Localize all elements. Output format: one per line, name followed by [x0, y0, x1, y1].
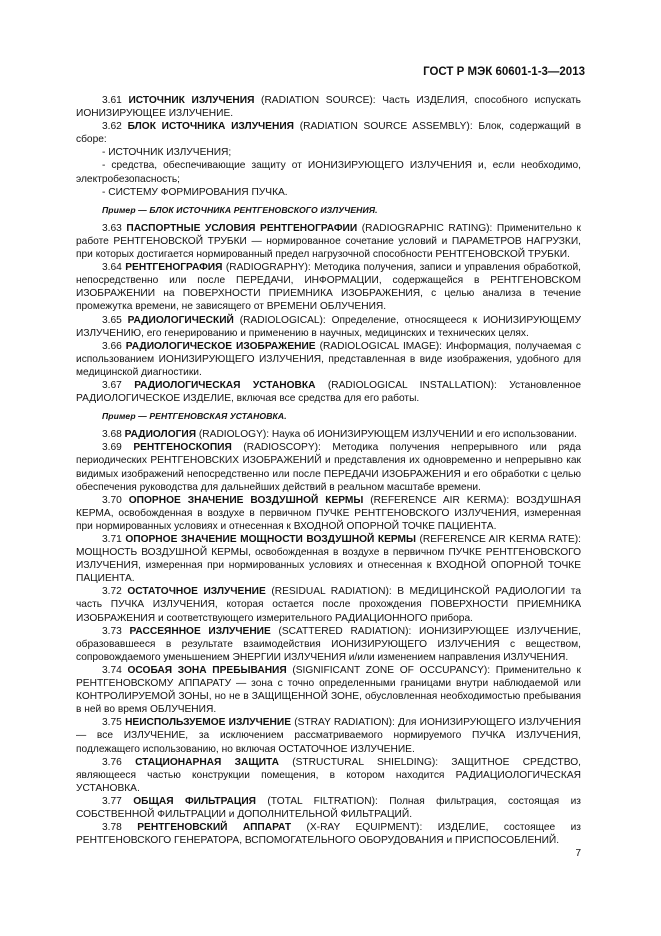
term: ОБЩАЯ ФИЛЬТРАЦИЯ [133, 795, 256, 807]
definition-paragraph [76, 314, 581, 340]
clause-number: 3.68 [102, 429, 122, 441]
definition-text: (REFERENCE AIR KERMA RATE): МОЩНОСТЬ ВОЗДУШНОЙ КЕРМЫ, освобожденная в воздухе в первичном ПУЧКЕ РЕНТГЕНОВСКОГО ИЗЛУЧЕНИЯ, измеренная при нормированных условиях и отнесенная к ВХОДНОЙ ОПОРНОЙ ТОЧКЕ ПАЦИЕНТА. [76, 534, 581, 585]
clause-number: 3.61 [102, 95, 122, 106]
definition-paragraph [76, 795, 581, 821]
term: БЛОК ИСТОЧНИКА ИЗЛУЧЕНИЯ [127, 121, 294, 133]
term: НЕИСПОЛЬЗУЕМОЕ ИЗЛУЧЕНИЕ [125, 717, 292, 729]
definition-text: (TOTAL FILTRATION): Полная фильтрация, состоящая из СОБСТВЕННОЙ ФИЛЬТРАЦИИ и ДОПОЛНИТЕЛЬНОЙ ФИЛЬТРАЦИЙ. [76, 795, 581, 820]
definition-paragraph [76, 533, 581, 585]
definition-paragraph [76, 716, 581, 755]
definition-paragraph [76, 756, 581, 795]
definition-paragraph [76, 120, 581, 146]
clause-number: 3.74 [102, 664, 122, 676]
clause-number: 3.71 [102, 534, 122, 545]
list-item: - средства, обеспечивающие защиту от ИОНИЗИРУЮЩЕГО ИЗЛУЧЕНИЯ и, если необходимо, электробезопасность; [76, 160, 581, 185]
definition-paragraph [76, 379, 581, 405]
term: ОСТАТОЧНОЕ ИЗЛУЧЕНИЕ [127, 586, 266, 598]
clause-number: 3.73 [102, 625, 122, 637]
definition-text: (RADIOSCOPY): Методика получения непрерывного или ряда периодических РЕНТГЕНОВСКИХ ИЗОБРАЖЕНИЙ и представления их одновременно и непрерывно как видимых изображений непосредственно или после ПЕРЕДАЧИ ИЗОБРАЖЕНИЯ и его обработки с целью обеспечения руководства для дальнейших действий в реальном масштабе времени. [76, 442, 581, 493]
definition-text: (STRUCTURAL SHIELDING): ЗАЩИТНОЕ СРЕДСТВО, являющееся частью конструкции помещения, в котором находится РАДИАЦИОЛОГИЧЕСКАЯ УСТАНОВКА. [76, 756, 581, 794]
definition-text: (RADIOGRAPHY): Методика получения, записи и управления обработкой, непосредственно или после ПЕРЕДАЧИ, ИНФОРМАЦИИ, содержащейся в РЕНТГЕНОВСКОМ ИЗОБРАЖЕНИИ на ПОВЕРХНОСТИ ПРИЕМНИКА ИЗОБРАЖЕНИЯ, с целью анализа в течение промежутка времени, не зависящего от ВРЕМЕНИ ОБЛУЧЕНИЯ. [76, 262, 581, 313]
definition-paragraph [76, 664, 581, 716]
term: РАДИОЛОГИЧЕСКИЙ [127, 314, 234, 326]
term: ОПОРНОЕ ЗНАЧЕНИЕ ВОЗДУШНОЙ КЕРМЫ [128, 494, 364, 506]
clause-number: 3.77 [102, 795, 122, 807]
term: РЕНТГЕНОГРАФИЯ [125, 262, 223, 274]
definition-text: (X-RAY EQUIPMENT): ИЗДЕЛИЕ, состоящее из РЕНТГЕНОВСКОГО ГЕНЕРАТОРА, ВСПОМОГАТЕЛЬНОГО ОБОРУДОВАНИЯ и ПРИСПОСОБЛЕНИЙ. [76, 822, 581, 847]
example-note: Пример — РЕНТГЕНОВСКАЯ УСТАНОВКА. [102, 411, 287, 422]
definition-text: (REFERENCE AIR KERMA): ВОЗДУШНАЯ КЕРМА, освобожденная в воздухе в первичном ПУЧКЕ РЕНТГЕНОВСКОГО ИЗЛУЧЕНИЯ, измеренная при нормированных условиях и отнесенная к ВХОДНОЙ ОПОРНОЙ ТОЧКЕ ПАЦИЕНТА. [76, 494, 581, 532]
definition-text: (RADIOLOGY): Наука об ИОНИЗИРУЮЩЕМ ИЗЛУЧЕНИИ и его использовании. [196, 429, 577, 441]
term: ОСОБАЯ ЗОНА ПРЕБЫВАНИЯ [127, 664, 287, 676]
definition-paragraph [76, 222, 581, 261]
clause-number: 3.76 [102, 756, 122, 768]
term: ИСТОЧНИК ИЗЛУЧЕНИЯ [128, 95, 255, 106]
definition-text: (SIGNIFICANT ZONE OF OCCUPANCY): Применительно к РЕНТГЕНОВСКОМУ АППАРАТУ — зона с точно определенными границами внутри наблюдаемой или КОНТРОЛИРУЕМОЙ ЗОНЫ, но не в ЗАЩИЩЕННОЙ ЗОНЕ, обусловленная необходимостью пребывания в ней во время ОБЛУЧЕНИЯ. [76, 664, 581, 716]
definition-text: (RADIATION SOURCE ASSEMBLY): Блок, содержащий в сборе: [76, 121, 581, 146]
document-header: ГОСТ Р МЭК 60601-1-3—2013 [423, 66, 585, 78]
definition-text: (RADIOGRAPHIC RATING): Применительно к работе РЕНТГЕНОВСКОЙ ТРУБКИ — нормированное сочетание условий и ПАРАМЕТРОВ НАГРУЗКИ, при которых достигается нормированный предел нагрузочной способности РЕНТГЕНОВСКОЙ ТРУБКИ. [76, 222, 581, 261]
clause-number: 3.69 [102, 442, 122, 454]
list-item: - СИСТЕМУ ФОРМИРОВАНИЯ ПУЧКА. [102, 186, 288, 198]
document-body [76, 94, 581, 847]
clause-number: 3.78 [102, 822, 122, 834]
term: РАДИОЛОГИЧЕСКАЯ УСТАНОВКА [134, 379, 316, 391]
clause-number: 3.67 [102, 379, 122, 391]
definition-paragraph [76, 428, 581, 441]
term: ОПОРНОЕ ЗНАЧЕНИЕ МОЩНОСТИ ВОЗДУШНОЙ КЕРМЫ [125, 534, 416, 545]
clause-number: 3.64 [102, 262, 122, 274]
clause-number: 3.62 [102, 121, 122, 133]
definition-text: (RESIDUAL RADIATION): В МЕДИЦИНСКОЙ РАДИОЛОГИИ та часть ПУЧКА ИЗЛУЧЕНИЯ, которая остается после прохождения ПОВЕРХНОСТИ ПРИЕМНИКА ИЗОБРАЖЕНИЯ и соответствующего измерительного РАДИАЦИОННОГО прибора. [76, 586, 581, 624]
clause-number: 3.65 [102, 314, 122, 326]
clause-number: 3.63 [102, 222, 122, 234]
definition-paragraph [76, 625, 581, 664]
definition-paragraph [76, 821, 581, 847]
definition-paragraph [76, 340, 581, 379]
clause-number: 3.66 [102, 340, 122, 352]
term: РАДИОЛОГИЯ [124, 429, 197, 441]
term: ПАСПОРТНЫЕ УСЛОВИЯ РЕНТГЕНОГРАФИИ [126, 222, 358, 234]
definition-text: (RADIOLOGICAL): Определение, относящееся к ИОНИЗИРУЮЩЕМУ ИЗЛУЧЕНИЮ, его генерированию и применению в научных, медицинских и технических целях. [76, 314, 581, 339]
definition-text: (RADIOLOGICAL IMAGE): Информация, получаемая с использованием ИОНИЗИРУЮЩЕГО ИЗЛУЧЕНИЯ, представленная в виде изображения, удобного для медицинской диагностики. [76, 340, 581, 378]
clause-number: 3.75 [102, 717, 122, 729]
definition-paragraph [76, 585, 581, 624]
definition-text: (RADIATION SOURCE): Часть ИЗДЕЛИЯ, способного испускать ИОНИЗИРУЮЩЕЕ ИЗЛУЧЕНИЕ. [76, 95, 581, 120]
clause-number: 3.72 [102, 586, 122, 598]
term: СТАЦИОНАРНАЯ ЗАЩИТА [135, 756, 279, 768]
term: РЕНТГЕНОВСКИЙ АППАРАТ [137, 822, 292, 834]
definition-text: (RADIOLOGICAL INSTALLATION): Установленное РАДИОЛОГИЧЕСКОЕ ИЗДЕЛИЕ, включая все средства для его работы. [76, 379, 581, 405]
term: РАССЕЯННОЕ ИЗЛУЧЕНИЕ [129, 625, 271, 637]
definition-paragraph [76, 94, 581, 120]
definition-paragraph [76, 494, 581, 533]
clause-number: 3.70 [102, 494, 122, 506]
definition-paragraph [76, 261, 581, 313]
definition-text: (STRAY RADIATION): Для ИОНИЗИРУЮЩЕГО ИЗЛУЧЕНИЯ — все ИЗЛУЧЕНИЕ, за исключением рассматриваемого нормируемого ПУЧКА ИЗЛУЧЕНИЯ, подлежащего использованию, но включая ОСТАТОЧНОЕ ИЗЛУЧЕНИЕ. [76, 717, 581, 755]
example-note: Пример — БЛОК ИСТОЧНИКА РЕНТГЕНОВСКОГО ИЗЛУЧЕНИЯ. [102, 204, 378, 215]
list-item: - ИСТОЧНИК ИЗЛУЧЕНИЯ; [102, 147, 232, 159]
term: РЕНТГЕНОСКОПИЯ [133, 442, 232, 454]
definition-paragraph [76, 441, 581, 493]
term: РАДИОЛОГИЧЕСКОЕ ИЗОБРАЖЕНИЕ [125, 340, 316, 352]
page-number: 7 [575, 848, 581, 859]
definition-text: (SCATTERED RADIATION): ИОНИЗИРУЮЩЕЕ ИЗЛУЧЕНИЕ, образовавшееся в результате взаимодействия ИОНИЗИРУЮЩЕГО ИЗЛУЧЕНИЯ с веществом, сопровождаемого уменьшением ЭНЕРГИИ ИЗЛУЧЕНИЯ и/или изменением направления ИЗЛУЧЕНИЯ. [76, 625, 581, 663]
